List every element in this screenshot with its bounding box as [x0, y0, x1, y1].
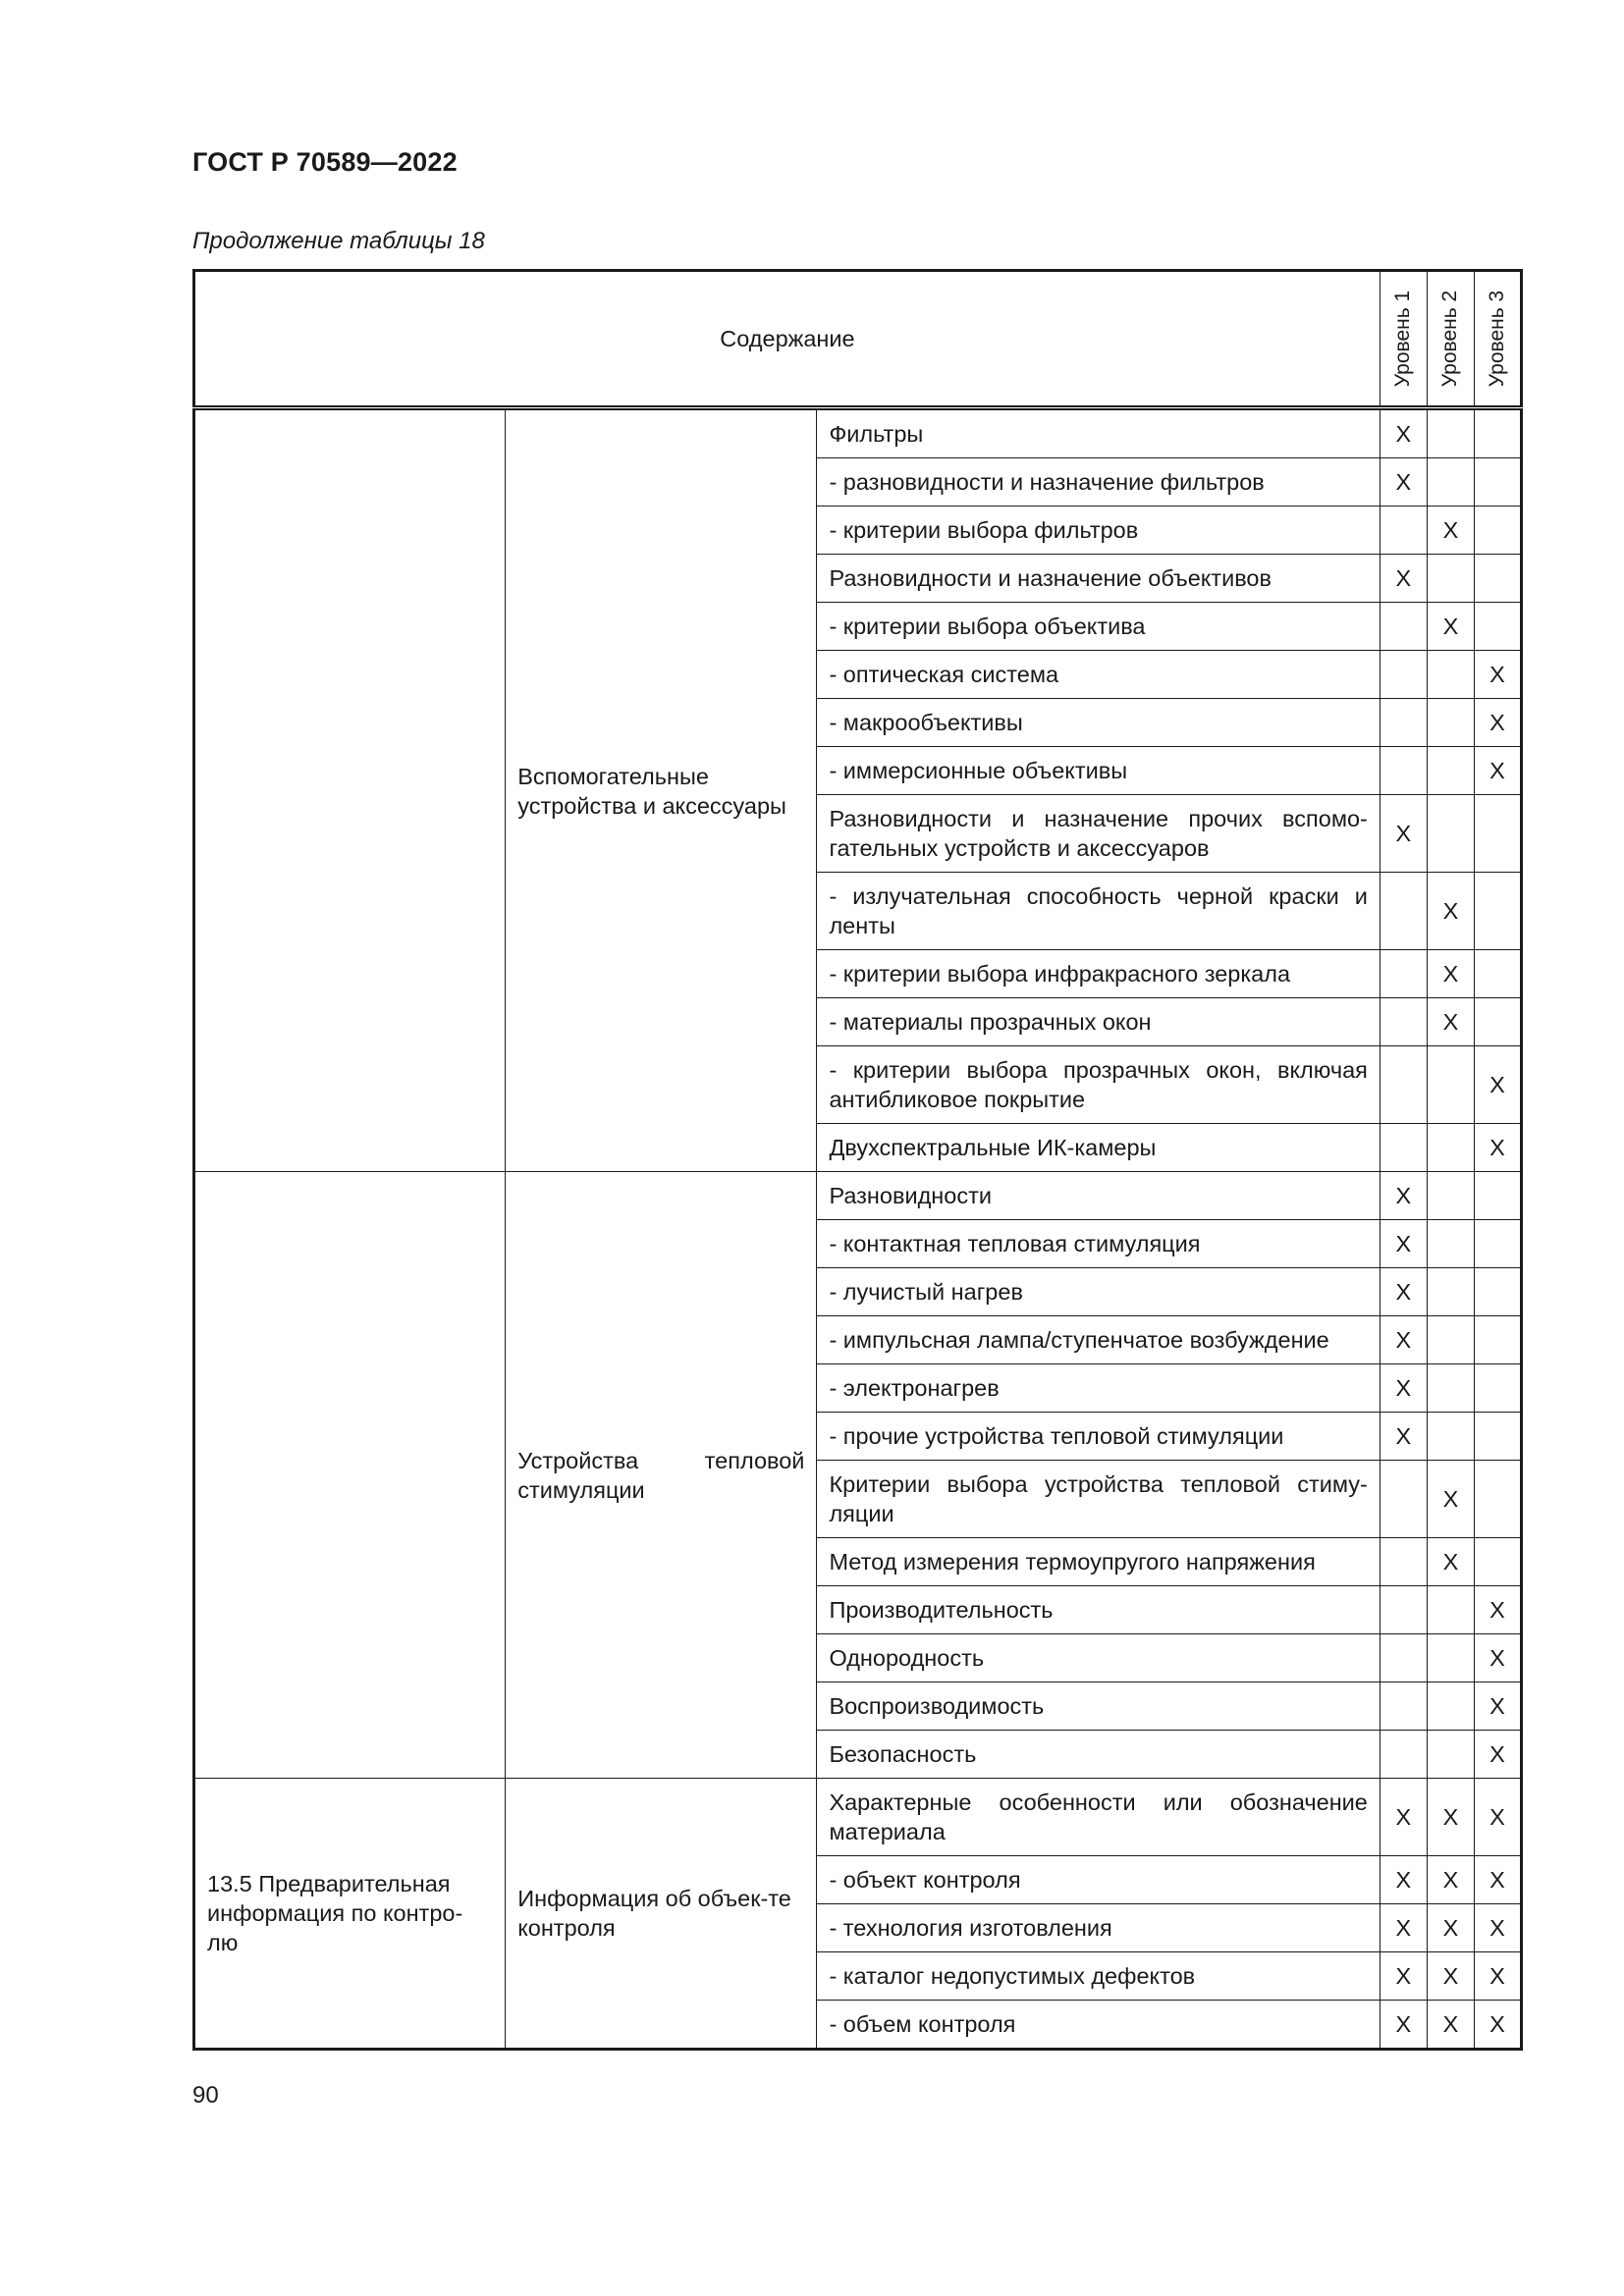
content-item-cell: - материалы прозрачных окон [817, 998, 1380, 1046]
level-3-mark-cell: X [1474, 651, 1521, 699]
level-3-mark-cell [1474, 458, 1521, 507]
content-item-cell: - контактная тепловая стимуляция [817, 1220, 1380, 1268]
content-item-cell: Разновидности и назначение прочих вспомо-гательных устройств и аксессуаров [817, 795, 1380, 873]
level-1-mark-cell [1380, 1046, 1427, 1124]
level-1-mark-cell [1380, 699, 1427, 747]
level-1-mark-cell: X [1380, 1779, 1427, 1856]
level-3-header: Уровень 3 [1474, 271, 1521, 408]
level-1-mark-cell [1380, 873, 1427, 950]
level-3-mark-cell [1474, 408, 1521, 458]
level-1-mark-cell [1380, 747, 1427, 795]
level-1-mark-cell: X [1380, 1316, 1427, 1364]
level-1-mark-cell: X [1380, 458, 1427, 507]
level-2-mark-cell: X [1427, 998, 1474, 1046]
level-1-mark-cell [1380, 1682, 1427, 1731]
level-3-mark-cell [1474, 1268, 1521, 1316]
section-topic-cell [194, 1172, 506, 1779]
level-1-mark-cell: X [1380, 555, 1427, 603]
table-row [194, 408, 1522, 458]
level-2-mark-cell: X [1427, 603, 1474, 651]
level-2-mark-cell: X [1427, 1904, 1474, 1952]
level-1-mark-cell [1380, 1124, 1427, 1172]
level-2-mark-cell: X [1427, 873, 1474, 950]
level-3-mark-cell: X [1474, 699, 1521, 747]
level-3-mark-cell [1474, 1220, 1521, 1268]
content-item-cell: - критерии выбора фильтров [817, 507, 1380, 555]
level-2-mark-cell: X [1427, 2001, 1474, 2050]
level-2-mark-cell [1427, 1364, 1474, 1413]
content-item-cell: Производительность [817, 1586, 1380, 1634]
level-2-mark-cell: X [1427, 1538, 1474, 1586]
level-3-mark-cell [1474, 1364, 1521, 1413]
level-2-mark-cell [1427, 1046, 1474, 1124]
level-3-mark-cell: X [1474, 1904, 1521, 1952]
level-2-mark-cell: X [1427, 1461, 1474, 1538]
level-1-mark-cell: X [1380, 795, 1427, 873]
content-item-cell: Разновидности и назначение объективов [817, 555, 1380, 603]
requirements-table [192, 269, 1523, 2051]
level-2-mark-cell: X [1427, 1856, 1474, 1904]
level-3-mark-cell [1474, 1172, 1521, 1220]
level-3-mark-cell: X [1474, 1586, 1521, 1634]
level-1-mark-cell [1380, 603, 1427, 651]
level-2-mark-cell [1427, 699, 1474, 747]
level-3-mark-cell: X [1474, 1634, 1521, 1682]
level-2-mark-cell [1427, 1124, 1474, 1172]
content-item-cell: - объект контроля [817, 1856, 1380, 1904]
level-3-mark-cell [1474, 1538, 1521, 1586]
subsection-cell: Устройства тепловой стимуляции [506, 1172, 817, 1779]
level-2-mark-cell [1427, 795, 1474, 873]
section-topic-cell: 13.5 Предварительная информация по контро-лю [194, 1779, 506, 2050]
content-item-cell: - каталог недопустимых дефектов [817, 1952, 1380, 2001]
content-item-cell: Критерии выбора устройства тепловой стиму-ляции [817, 1461, 1380, 1538]
subsection-cell: Вспомогательные устройства и аксессуары [506, 408, 817, 1172]
content-item-cell: Однородность [817, 1634, 1380, 1682]
level-2-mark-cell: X [1427, 507, 1474, 555]
content-item-cell: - критерии выбора объектива [817, 603, 1380, 651]
level-3-mark-cell [1474, 998, 1521, 1046]
level-1-mark-cell [1380, 507, 1427, 555]
content-item-cell: Безопасность [817, 1731, 1380, 1779]
content-item-cell: Двухспектральные ИК-камеры [817, 1124, 1380, 1172]
content-header: Содержание [194, 271, 1380, 408]
level-2-mark-cell [1427, 1413, 1474, 1461]
document-code: ГОСТ Р 70589—2022 [192, 147, 458, 177]
level-3-mark-cell: X [1474, 747, 1521, 795]
level-1-header: Уровень 1 [1380, 271, 1427, 408]
level-1-mark-cell: X [1380, 1413, 1427, 1461]
level-2-mark-cell [1427, 747, 1474, 795]
content-item-cell: - иммерсионные объективы [817, 747, 1380, 795]
level-3-mark-cell: X [1474, 1952, 1521, 2001]
content-item-cell: Характерные особенности или обозначение материала [817, 1779, 1380, 1856]
content-item-cell: - объем контроля [817, 2001, 1380, 2050]
section-topic-cell [194, 408, 506, 1172]
level-2-mark-cell [1427, 1634, 1474, 1682]
level-3-mark-cell: X [1474, 1856, 1521, 1904]
content-item-cell: - технология изготовления [817, 1904, 1380, 1952]
level-3-mark-cell [1474, 555, 1521, 603]
table-body [194, 408, 1522, 2050]
content-item-cell: - критерии выбора инфракрасного зеркала [817, 950, 1380, 998]
level-3-mark-cell [1474, 950, 1521, 998]
level-2-mark-cell [1427, 1682, 1474, 1731]
level-3-mark-cell [1474, 507, 1521, 555]
level-1-mark-cell [1380, 1586, 1427, 1634]
level-1-mark-cell: X [1380, 1268, 1427, 1316]
level-2-mark-cell [1427, 408, 1474, 458]
level-1-mark-cell: X [1380, 2001, 1427, 2050]
level-1-mark-cell: X [1380, 1856, 1427, 1904]
content-item-cell: - разновидности и назначение фильтров [817, 458, 1380, 507]
level-1-mark-cell [1380, 1538, 1427, 1586]
content-item-cell: Метод измерения термоупругого напряжения [817, 1538, 1380, 1586]
level-2-mark-cell: X [1427, 950, 1474, 998]
level-3-mark-cell [1474, 1461, 1521, 1538]
level-2-mark-cell [1427, 1220, 1474, 1268]
level-1-mark-cell [1380, 998, 1427, 1046]
content-item-cell: - критерии выбора прозрачных окон, включая антибликовое покрытие [817, 1046, 1380, 1124]
level-2-mark-cell [1427, 1316, 1474, 1364]
table-header-row [194, 271, 1522, 408]
level-2-mark-cell [1427, 458, 1474, 507]
table-row [194, 1172, 1522, 1220]
level-2-mark-cell [1427, 555, 1474, 603]
level-1-mark-cell: X [1380, 1172, 1427, 1220]
level-3-mark-cell [1474, 1316, 1521, 1364]
level-3-mark-cell: X [1474, 1682, 1521, 1731]
content-item-cell: Разновидности [817, 1172, 1380, 1220]
level-1-mark-cell: X [1380, 1364, 1427, 1413]
subsection-cell: Информация об объек-те контроля [506, 1779, 817, 2050]
content-item-cell: - излучательная способность черной краски и ленты [817, 873, 1380, 950]
content-item-cell: - импульсная лампа/ступенчатое возбуждение [817, 1316, 1380, 1364]
level-2-mark-cell [1427, 1172, 1474, 1220]
level-1-mark-cell: X [1380, 1904, 1427, 1952]
level-1-mark-cell [1380, 651, 1427, 699]
level-1-mark-cell: X [1380, 1952, 1427, 2001]
table-row [194, 1779, 1522, 1856]
level-1-mark-cell [1380, 1634, 1427, 1682]
level-2-header: Уровень 2 [1427, 271, 1474, 408]
level-1-mark-cell: X [1380, 1220, 1427, 1268]
content-item-cell: - лучистый нагрев [817, 1268, 1380, 1316]
level-3-mark-cell: X [1474, 1779, 1521, 1856]
page-number: 90 [192, 2082, 219, 2109]
level-1-mark-cell [1380, 1461, 1427, 1538]
level-3-mark-cell: X [1474, 2001, 1521, 2050]
level-3-mark-cell [1474, 795, 1521, 873]
level-2-mark-cell: X [1427, 1779, 1474, 1856]
level-1-mark-cell: X [1380, 408, 1427, 458]
level-2-mark-cell [1427, 651, 1474, 699]
level-1-mark-cell [1380, 1731, 1427, 1779]
content-item-cell: Фильтры [817, 408, 1380, 458]
level-3-mark-cell: X [1474, 1046, 1521, 1124]
level-2-mark-cell [1427, 1268, 1474, 1316]
level-2-mark-cell: X [1427, 1952, 1474, 2001]
content-item-cell: - электронагрев [817, 1364, 1380, 1413]
content-item-cell: Воспроизводимость [817, 1682, 1380, 1731]
level-3-mark-cell [1474, 873, 1521, 950]
level-1-mark-cell [1380, 950, 1427, 998]
content-item-cell: - прочие устройства тепловой стимуляции [817, 1413, 1380, 1461]
level-3-mark-cell: X [1474, 1731, 1521, 1779]
content-item-cell: - оптическая система [817, 651, 1380, 699]
level-2-mark-cell [1427, 1731, 1474, 1779]
content-item-cell: - макрообъективы [817, 699, 1380, 747]
table-caption: Продолжение таблицы 18 [192, 228, 485, 254]
level-3-mark-cell [1474, 1413, 1521, 1461]
level-3-mark-cell: X [1474, 1124, 1521, 1172]
level-2-mark-cell [1427, 1586, 1474, 1634]
level-3-mark-cell [1474, 603, 1521, 651]
